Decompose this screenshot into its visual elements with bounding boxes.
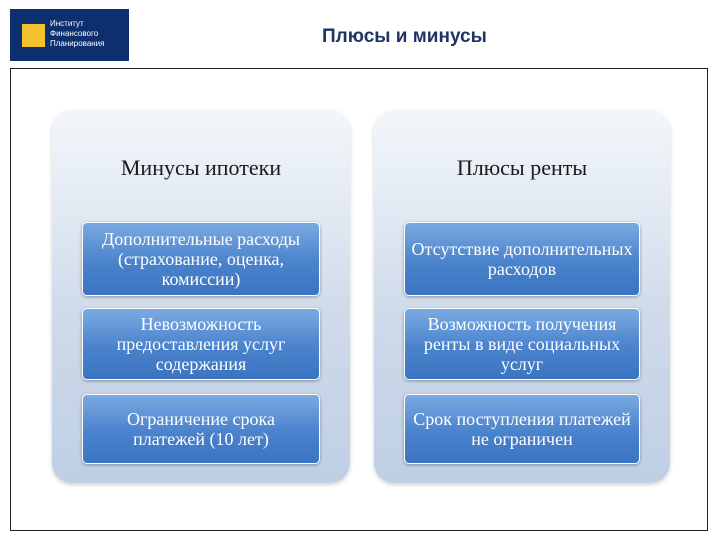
cons-item-1: Дополнительные расходы (страхование, оценка, комиссии) [82,222,320,296]
logo-line-1: Институт [50,19,84,28]
pros-item-1: Отсутствие дополнительных расходов [404,222,640,296]
logo-line-3: Планирования [50,39,105,48]
pros-panel-title: Плюсы ренты [456,155,588,180]
slide-title: Плюсы и минусы [322,26,487,47]
pros-panel [374,110,670,483]
pros-item-2: Возможность получения ренты в виде социальных услуг [404,308,640,380]
cons-panel [52,110,350,483]
logo-line-2: Финансового [50,29,99,38]
logo-text [50,19,104,49]
pros-item-3: Срок поступления платежей не ограничен [404,394,640,464]
cons-item-3: Ограничение срока платежей (10 лет) [82,394,320,464]
logo-mark-icon [22,24,45,47]
cons-item-2: Невозможность предоставления услуг содержания [82,308,320,380]
company-logo [10,9,129,61]
cons-panel-title: Минусы ипотеки [120,155,282,180]
